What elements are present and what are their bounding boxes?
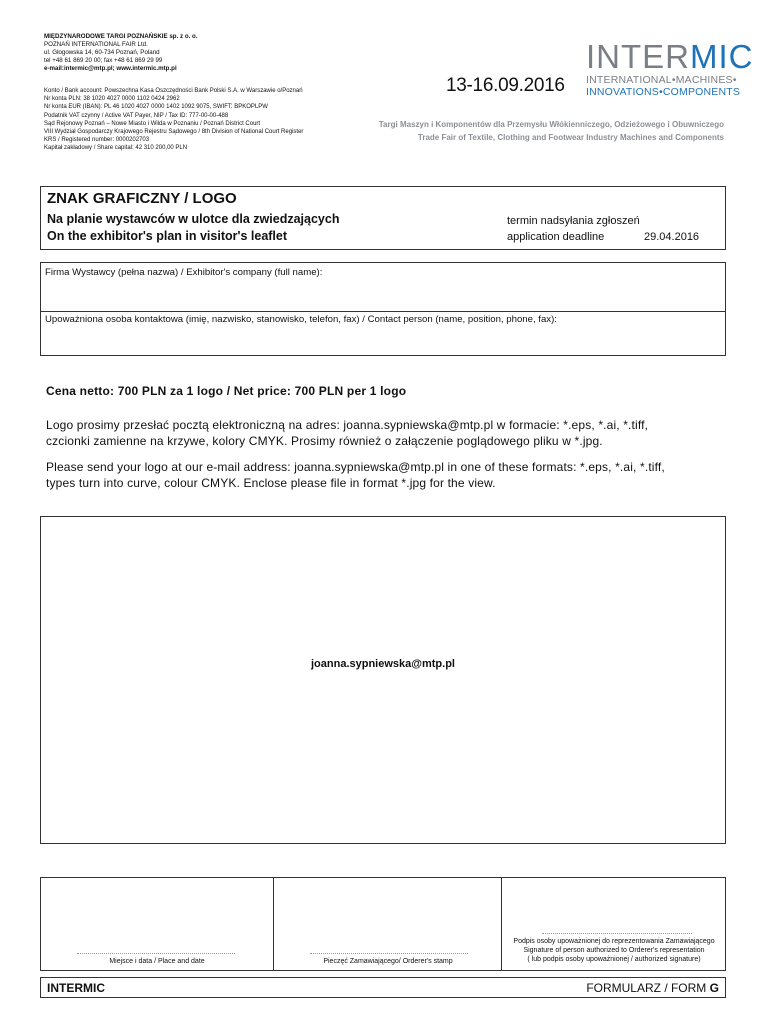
instructions-pl-line: czcionki zamienne na krzywe, kolory CMYK. Prosimy również o załączenie poglądowego pliku w *.jpg. <box>46 433 603 448</box>
footer-form-letter: G <box>709 981 719 995</box>
signature-cell <box>501 878 726 970</box>
instructions-pl <box>46 418 736 449</box>
contact-field-label: Upoważniona osoba kontaktowa (imię, nazwisko, stanowisko, telefon, fax) / Contact person (name, position, phone, fax): <box>45 314 557 325</box>
signature-label-line: Signature of person authorized to Orderer's representation <box>523 947 705 954</box>
tagline-pl: Targi Maszyn i Komponentów dla Przemysłu Włókienniczego, Odzieżowego i Obuwniczego <box>378 120 724 129</box>
bank-line: KRS / Registered number: 0000202703 <box>44 137 150 144</box>
footer-form-prefix: FORMULARZ / FORM <box>586 981 707 995</box>
place-date-label: Miejsce i data / Place and date <box>109 958 205 965</box>
signature-label <box>502 937 726 964</box>
instructions-en <box>46 460 736 491</box>
footer-intermic: INTERMIC <box>47 981 105 995</box>
footer-bar <box>40 977 726 998</box>
form-title: ZNAK GRAFICZNY / LOGO <box>47 190 237 207</box>
exhibitor-fields <box>40 262 726 356</box>
signature-line <box>542 933 692 934</box>
logo-line-1: INTERNATIONAL•MACHINES• <box>586 74 737 86</box>
bank-info <box>44 87 344 153</box>
logo-upload-box <box>40 516 726 844</box>
signature-line <box>310 953 468 954</box>
deadline-label-pl: termin nadsyłania zgłoszeń <box>507 215 640 227</box>
bank-line: VIII Wydział Gospodarczy Krajowego Rejestru Sądowego / 8th Division of National Court Register <box>44 129 304 136</box>
company-address: ul. Głogowska 14, 60-734 Poznań, Poland <box>44 49 160 56</box>
tagline-en: Trade Fair of Textile, Clothing and Footwear Industry Machines and Components <box>417 133 724 142</box>
instructions-en-line: Please send your logo at our e-mail address: joanna.sypniewska@mtp.pl in one of these formats: *.eps, *.ai, *.tiff, <box>46 460 665 474</box>
price-line: Cena netto: 700 PLN za 1 logo / Net price: 700 PLN per 1 logo <box>46 384 407 398</box>
bank-line: Kapitał zakładowy / Share capital: 42 310 200,00 PLN <box>44 145 188 152</box>
intermic-logo <box>586 38 754 98</box>
company-info <box>44 33 344 73</box>
signature-line <box>77 953 235 954</box>
deadline-date: 29.04.2016 <box>644 231 700 243</box>
form-subtitle-pl: Na planie wystawców w ulotce dla zwiedzających <box>47 212 340 226</box>
logo-wordmark <box>586 38 754 75</box>
logo-box-email: joanna.sypniewska@mtp.pl <box>311 658 455 670</box>
form-title-box <box>40 186 726 250</box>
logo-word-a: INTER <box>586 38 690 75</box>
company-name-en: POZNAŃ INTERNATIONAL FAIR Ltd. <box>44 41 148 48</box>
form-subtitle-en: On the exhibitor's plan in visitor's leaflet <box>47 229 288 243</box>
stamp-cell <box>273 878 502 970</box>
instructions-pl-line: Logo prosimy przesłać pocztą elektroniczną na adres: joanna.sypniewska@mtp.pl w formacie: *.eps, *.ai, *.tiff, <box>46 418 649 432</box>
stamp-label: Pieczęć Zamawiającego/ Orderer's stamp <box>323 958 453 965</box>
bank-line: Nr konta PLN: 38 1020 4027 0000 1102 0424 2962 <box>44 96 180 103</box>
company-phone: tel +48 61 869 20 00; fax +48 61 869 29 99 <box>44 57 163 64</box>
logo-line-2: INNOVATIONS•COMPONENTS <box>586 86 741 98</box>
bank-line: Nr konta EUR (IBAN): PL 46 1020 4027 0000 1402 1092 9075, SWIFT: BPKOPLPW <box>44 104 268 111</box>
company-email-web: e-mail:intermic@mtp.pl; www.intermic.mtp.pl <box>44 65 177 72</box>
fair-tagline <box>379 118 724 144</box>
place-date-cell <box>41 878 273 970</box>
bank-line: Konto / Bank account: Powszechna Kasa Oszczędności Bank Polski S.A. w Warszawie o/Poznań <box>44 88 303 94</box>
logo-word-b: MIC <box>690 38 754 75</box>
field-divider <box>41 311 725 312</box>
bank-line: Podatnik VAT czynny / Active VAT Payer, NIP / Tax ID: 777-00-00-488 <box>44 112 229 119</box>
deadline-label-en: application deadline <box>507 231 605 243</box>
bank-line: Sąd Rejonowy Poznań – Nowe Miasto i Wilda w Poznaniu / Poznań District Court <box>44 120 261 127</box>
instructions-en-line: types turn into curve, colour CMYK. Enclose please file in format *.jpg for the view. <box>46 475 496 490</box>
signature-label-line: ( lub podpis osoby upoważnionej / authorized signature) <box>527 956 701 963</box>
signature-label-line: Podpis osoby upoważnionej do reprezentowania Zamawiającego <box>513 938 715 945</box>
fair-dates: 13-16.09.2016 <box>446 75 565 96</box>
company-field-label: Firma Wystawcy (pełna nazwa) / Exhibitor's company (full name): <box>45 267 323 278</box>
signature-box <box>40 877 726 971</box>
company-name-pl: MIĘDZYNARODOWE TARGI POZNAŃSKIE sp. z o. o. <box>44 33 198 40</box>
footer-form-id <box>586 981 719 995</box>
